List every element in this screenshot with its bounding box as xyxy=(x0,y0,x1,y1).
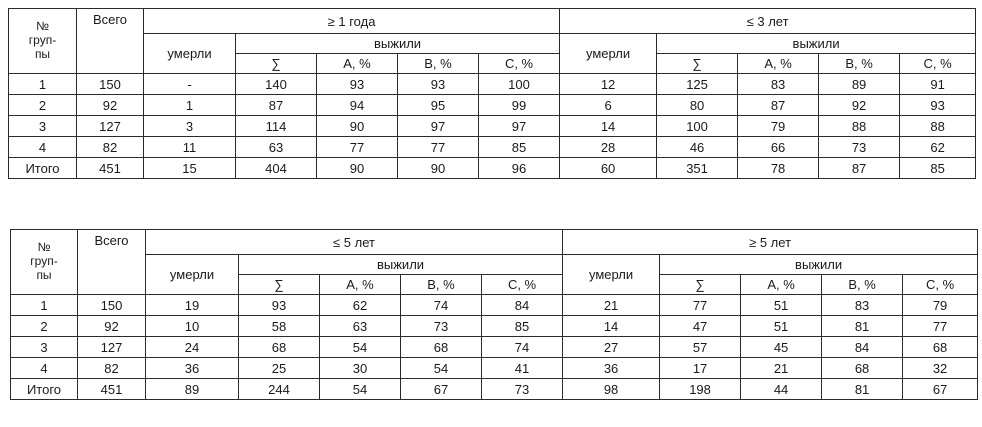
table-cell: 46 xyxy=(657,137,738,158)
table-cell: 99 xyxy=(479,95,560,116)
table-cell: 67 xyxy=(401,379,482,400)
group-label-cell: 3 xyxy=(9,116,77,137)
group-label-cell: 1 xyxy=(11,295,78,316)
table-cell: - xyxy=(144,74,236,95)
table-cell: 81 xyxy=(822,379,903,400)
table-cell: 62 xyxy=(320,295,401,316)
c-percent-header: С, % xyxy=(479,54,560,74)
a-percent-header: А, % xyxy=(738,54,819,74)
table-cell: 10 xyxy=(146,316,239,337)
table-cell: 100 xyxy=(657,116,738,137)
c-percent-header: С, % xyxy=(900,54,976,74)
table-cell: 60 xyxy=(560,158,657,179)
table-cell: 89 xyxy=(819,74,900,95)
b-percent-header: В, % xyxy=(822,275,903,295)
table-cell: 85 xyxy=(900,158,976,179)
table-cell: 84 xyxy=(822,337,903,358)
table-cell: 62 xyxy=(900,137,976,158)
table-row xyxy=(9,74,976,95)
sum-header: ∑ xyxy=(239,275,320,295)
group-label-cell: 3 xyxy=(11,337,78,358)
table-cell: 54 xyxy=(320,379,401,400)
table-cell: 351 xyxy=(657,158,738,179)
c-percent-header: С, % xyxy=(903,275,978,295)
table-row xyxy=(11,316,978,337)
table-cell: 81 xyxy=(822,316,903,337)
table-cell: 74 xyxy=(482,337,563,358)
b-percent-header: В, % xyxy=(819,54,900,74)
survived-header: выжили xyxy=(657,34,976,54)
table-cell: 94 xyxy=(317,95,398,116)
sum-header: ∑ xyxy=(660,275,741,295)
table-cell: 68 xyxy=(822,358,903,379)
table-cell: 127 xyxy=(78,337,146,358)
table-cell: 14 xyxy=(563,316,660,337)
table-cell: 6 xyxy=(560,95,657,116)
table-cell: 95 xyxy=(398,95,479,116)
group-number-header: № груп- пы xyxy=(9,9,77,74)
table-cell: 198 xyxy=(660,379,741,400)
table-cell: 27 xyxy=(563,337,660,358)
group-number-header: № груп- пы xyxy=(11,230,78,295)
table-cell: 45 xyxy=(741,337,822,358)
table-cell: 66 xyxy=(738,137,819,158)
table-cell: 15 xyxy=(144,158,236,179)
survived-header: выжили xyxy=(660,255,978,275)
table-cell: 68 xyxy=(903,337,978,358)
table-cell: 92 xyxy=(78,316,146,337)
total-header: Всего xyxy=(78,230,146,295)
survival-table-2 xyxy=(10,229,978,400)
table-cell: 44 xyxy=(741,379,822,400)
table-cell: 93 xyxy=(900,95,976,116)
period-header: ≤ 5 лет xyxy=(146,230,563,255)
table-cell: 451 xyxy=(77,158,144,179)
table-cell: 96 xyxy=(479,158,560,179)
table-cell: 51 xyxy=(741,316,822,337)
table-cell: 84 xyxy=(482,295,563,316)
table-row xyxy=(9,116,976,137)
period-header: ≤ 3 лет xyxy=(560,9,976,34)
table-cell: 85 xyxy=(482,316,563,337)
table-cell: 93 xyxy=(239,295,320,316)
table-cell: 97 xyxy=(398,116,479,137)
table-cell: 21 xyxy=(563,295,660,316)
table-cell: 98 xyxy=(563,379,660,400)
table-cell: 21 xyxy=(741,358,822,379)
table-cell: 77 xyxy=(317,137,398,158)
died-header: умерли xyxy=(563,255,660,295)
table-cell: 74 xyxy=(401,295,482,316)
table-cell: 90 xyxy=(398,158,479,179)
table-cell: 92 xyxy=(77,95,144,116)
table-cell: 54 xyxy=(401,358,482,379)
table-cell: 93 xyxy=(317,74,398,95)
a-percent-header: А, % xyxy=(741,275,822,295)
table-row xyxy=(11,379,978,400)
survival-table-1 xyxy=(8,8,976,179)
group-label-cell: 4 xyxy=(9,137,77,158)
table-cell: 87 xyxy=(819,158,900,179)
group-label-cell: 2 xyxy=(11,316,78,337)
table-cell: 85 xyxy=(479,137,560,158)
table-cell: 63 xyxy=(236,137,317,158)
a-percent-header: А, % xyxy=(320,275,401,295)
table-cell: 127 xyxy=(77,116,144,137)
survived-header: выжили xyxy=(239,255,563,275)
table-cell: 68 xyxy=(401,337,482,358)
table-row xyxy=(9,158,976,179)
table-cell: 91 xyxy=(900,74,976,95)
table-cell: 1 xyxy=(144,95,236,116)
table-cell: 93 xyxy=(398,74,479,95)
table-cell: 90 xyxy=(317,158,398,179)
died-header: умерли xyxy=(144,34,236,74)
table-cell: 19 xyxy=(146,295,239,316)
table-cell: 82 xyxy=(78,358,146,379)
sum-header: ∑ xyxy=(236,54,317,74)
table-cell: 114 xyxy=(236,116,317,137)
table-cell: 83 xyxy=(738,74,819,95)
group-label-cell: 4 xyxy=(11,358,78,379)
group-label-cell: Итого xyxy=(9,158,77,179)
table-cell: 12 xyxy=(560,74,657,95)
group-label-cell: 2 xyxy=(9,95,77,116)
table-cell: 244 xyxy=(239,379,320,400)
table-cell: 100 xyxy=(479,74,560,95)
c-percent-header: С, % xyxy=(482,275,563,295)
table-cell: 3 xyxy=(144,116,236,137)
total-header: Всего xyxy=(77,9,144,74)
table-cell: 82 xyxy=(77,137,144,158)
table-cell: 73 xyxy=(819,137,900,158)
table-cell: 77 xyxy=(660,295,741,316)
table-row xyxy=(11,358,978,379)
died-header: умерли xyxy=(146,255,239,295)
table-cell: 87 xyxy=(738,95,819,116)
table-cell: 150 xyxy=(77,74,144,95)
group-label-cell: 1 xyxy=(9,74,77,95)
group-label-cell: Итого xyxy=(11,379,78,400)
table-cell: 89 xyxy=(146,379,239,400)
table-cell: 36 xyxy=(563,358,660,379)
table-cell: 88 xyxy=(819,116,900,137)
table-cell: 28 xyxy=(560,137,657,158)
table-cell: 97 xyxy=(479,116,560,137)
table-cell: 77 xyxy=(398,137,479,158)
table-cell: 30 xyxy=(320,358,401,379)
table-cell: 83 xyxy=(822,295,903,316)
table-cell: 140 xyxy=(236,74,317,95)
table-row xyxy=(11,295,978,316)
table-cell: 78 xyxy=(738,158,819,179)
b-percent-header: В, % xyxy=(398,54,479,74)
table-row xyxy=(9,137,976,158)
table-cell: 404 xyxy=(236,158,317,179)
b-percent-header: В, % xyxy=(401,275,482,295)
table-cell: 57 xyxy=(660,337,741,358)
survived-header: выжили xyxy=(236,34,560,54)
table-cell: 80 xyxy=(657,95,738,116)
period-header: ≥ 1 года xyxy=(144,9,560,34)
table-cell: 47 xyxy=(660,316,741,337)
table-cell: 87 xyxy=(236,95,317,116)
table-cell: 150 xyxy=(78,295,146,316)
table-cell: 36 xyxy=(146,358,239,379)
table-cell: 58 xyxy=(239,316,320,337)
table-cell: 125 xyxy=(657,74,738,95)
table-cell: 67 xyxy=(903,379,978,400)
table-cell: 73 xyxy=(401,316,482,337)
table-cell: 63 xyxy=(320,316,401,337)
table-cell: 17 xyxy=(660,358,741,379)
sum-header: ∑ xyxy=(657,54,738,74)
table-cell: 41 xyxy=(482,358,563,379)
table-cell: 68 xyxy=(239,337,320,358)
table-cell: 54 xyxy=(320,337,401,358)
table-cell: 51 xyxy=(741,295,822,316)
table-cell: 11 xyxy=(144,137,236,158)
table-cell: 24 xyxy=(146,337,239,358)
table-cell: 90 xyxy=(317,116,398,137)
table-row xyxy=(9,95,976,116)
table-cell: 73 xyxy=(482,379,563,400)
table-cell: 79 xyxy=(903,295,978,316)
table-cell: 14 xyxy=(560,116,657,137)
a-percent-header: А, % xyxy=(317,54,398,74)
table-cell: 451 xyxy=(78,379,146,400)
table-cell: 25 xyxy=(239,358,320,379)
table-row xyxy=(11,337,978,358)
table-cell: 79 xyxy=(738,116,819,137)
table-cell: 77 xyxy=(903,316,978,337)
died-header: умерли xyxy=(560,34,657,74)
table-cell: 32 xyxy=(903,358,978,379)
table-cell: 88 xyxy=(900,116,976,137)
period-header: ≥ 5 лет xyxy=(563,230,978,255)
table-cell: 92 xyxy=(819,95,900,116)
